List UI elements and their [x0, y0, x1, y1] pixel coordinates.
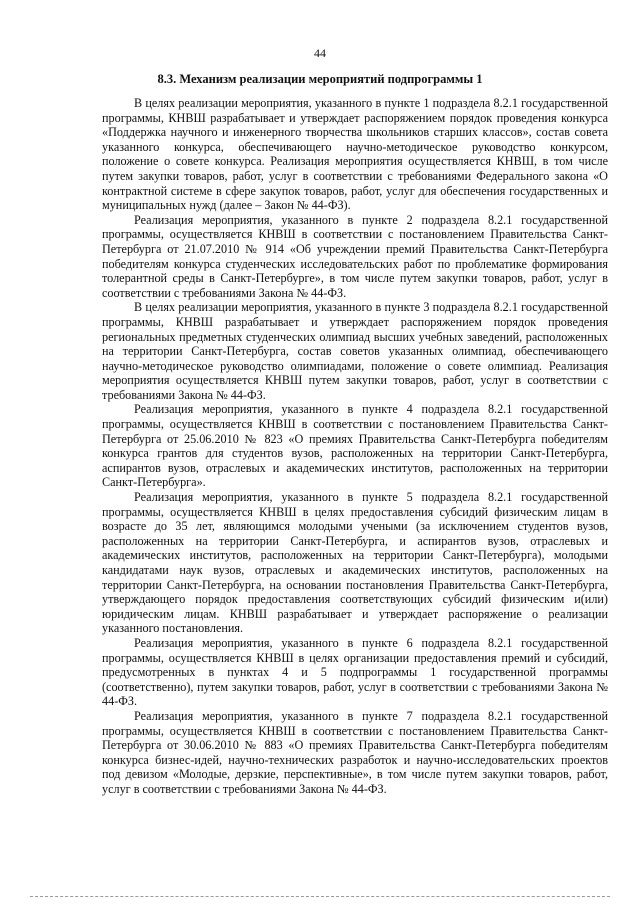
paragraph: Реализация мероприятия, указанного в пункте 4 подраздела 8.2.1 государственной программы, осуществляется КНВШ в соответствии с постановлением Правительства Санкт-Петербурга от 25.06.2010 № 823 «О премиях Правительства Санкт-Петербурга победителям конкурса грантов для студентов вузов, расположенных на территории Санкт-Петербурга, аспирантов вузов, отраслевых и академических институтов, расположенных на территории Санкт-Петербурга». — [102, 402, 608, 490]
paragraph: В целях реализации мероприятия, указанного в пункте 1 подраздела 8.2.1 государственной программы, КНВШ разрабатывает и утверждает распоряжением порядок проведения конкурса «Поддержка научного и инженерного творчества школьников старших классов», состав совета указанного конкурса, обеспечивающего научно-методическое руководство конкурсом, положение о совете конкурса. Реализация мероприятия осуществляется КНВШ, в том числе путем закупки товаров, работ, услуг в соответствии с требованиями Федерального закона «О контрактной системе в сфере закупок товаров, работ, услуг для обеспечения государственных и муниципальных нужд (далее – Закон № 44-ФЗ). — [102, 96, 608, 213]
paragraph: Реализация мероприятия, указанного в пункте 6 подраздела 8.2.1 государственной программы, осуществляется КНВШ в целях организации предоставления премий и субсидий, предусмотренных в пунктах 4 и 5 подпрограммы 1 государственной программы (соответственно), путем закупки товаров, работ, услуг в соответствии с требованиями Закона № 44-ФЗ. — [102, 635, 608, 709]
paragraph: Реализация мероприятия, указанного в пункте 7 подраздела 8.2.1 государственной программы, осуществляется КНВШ в соответствии с постановлением Правительства Санкт-Петербурга от 30.06.2010 № 883 «О премиях Правительства Санкт-Петербурга победителям конкурса бизнес-идей, научно-технических разработок и научно-исследовательских проектов под девизом «Молодые, дерзкие, перспективные», в том числе путем закупки товаров, работ, услуг в соответствии с требованиями Закона № 44-ФЗ. — [102, 708, 608, 796]
section-title: 8.3. Механизм реализации мероприятий подпрограммы 1 — [157, 72, 483, 86]
paragraph: Реализация мероприятия, указанного в пункте 2 подраздела 8.2.1 государственной программы, осуществляется КНВШ в соответствии с постановлением Правительства Санкт-Петербурга от 21.07.2010 № 914 «Об учреждении премий Правительства Санкт-Петербурга победителям конкурса студенческих исследовательских работ по проблематике формирования толерантной среды в Санкт-Петербурге», в том числе путем закупки товаров, работ, услуг в соответствии с требованиями Закона № 44-ФЗ. — [102, 212, 608, 300]
scan-edge-line — [30, 896, 610, 897]
body-text — [102, 96, 608, 797]
page-number: 44 — [314, 46, 326, 60]
paragraph: Реализация мероприятия, указанного в пункте 5 подраздела 8.2.1 государственной программы, осуществляется КНВШ в целях предоставления субсидий физическим лицам в возрасте до 35 лет, являющимся молодыми учеными (за исключением студентов вузов, расположенных на территории Санкт-Петербурга, и аспирантов вузов, отраслевых и академических институтов, расположенных на территории Санкт-Петербурга), молодыми кандидатами наук вузов, отраслевых и академических институтов, расположенных на территории Санкт-Петербурга, на основании постановления Правительства Санкт-Петербурга, утверждающего порядок предоставления соответствующих субсидий физическим и(или) юридическим лицам. КНВШ разрабатывает и утверждает распоряжение о реализации указанного постановления. — [102, 490, 608, 636]
paragraph: В целях реализации мероприятия, указанного в пункте 3 подраздела 8.2.1 государственной программы, КНВШ разрабатывает и утверждает распоряжением порядок проведения региональных предметных студенческих олимпиад высших учебных заведений, расположенных на территории Санкт-Петербурга, состав советов указанных олимпиад, обеспечивающего научно-методическое руководство олимпиадами, положение о совете олимпиад. Реализация мероприятия осуществляется КНВШ путем закупки товаров, работ, услуг в соответствии с требованиями Закона № 44-ФЗ. — [102, 300, 608, 402]
